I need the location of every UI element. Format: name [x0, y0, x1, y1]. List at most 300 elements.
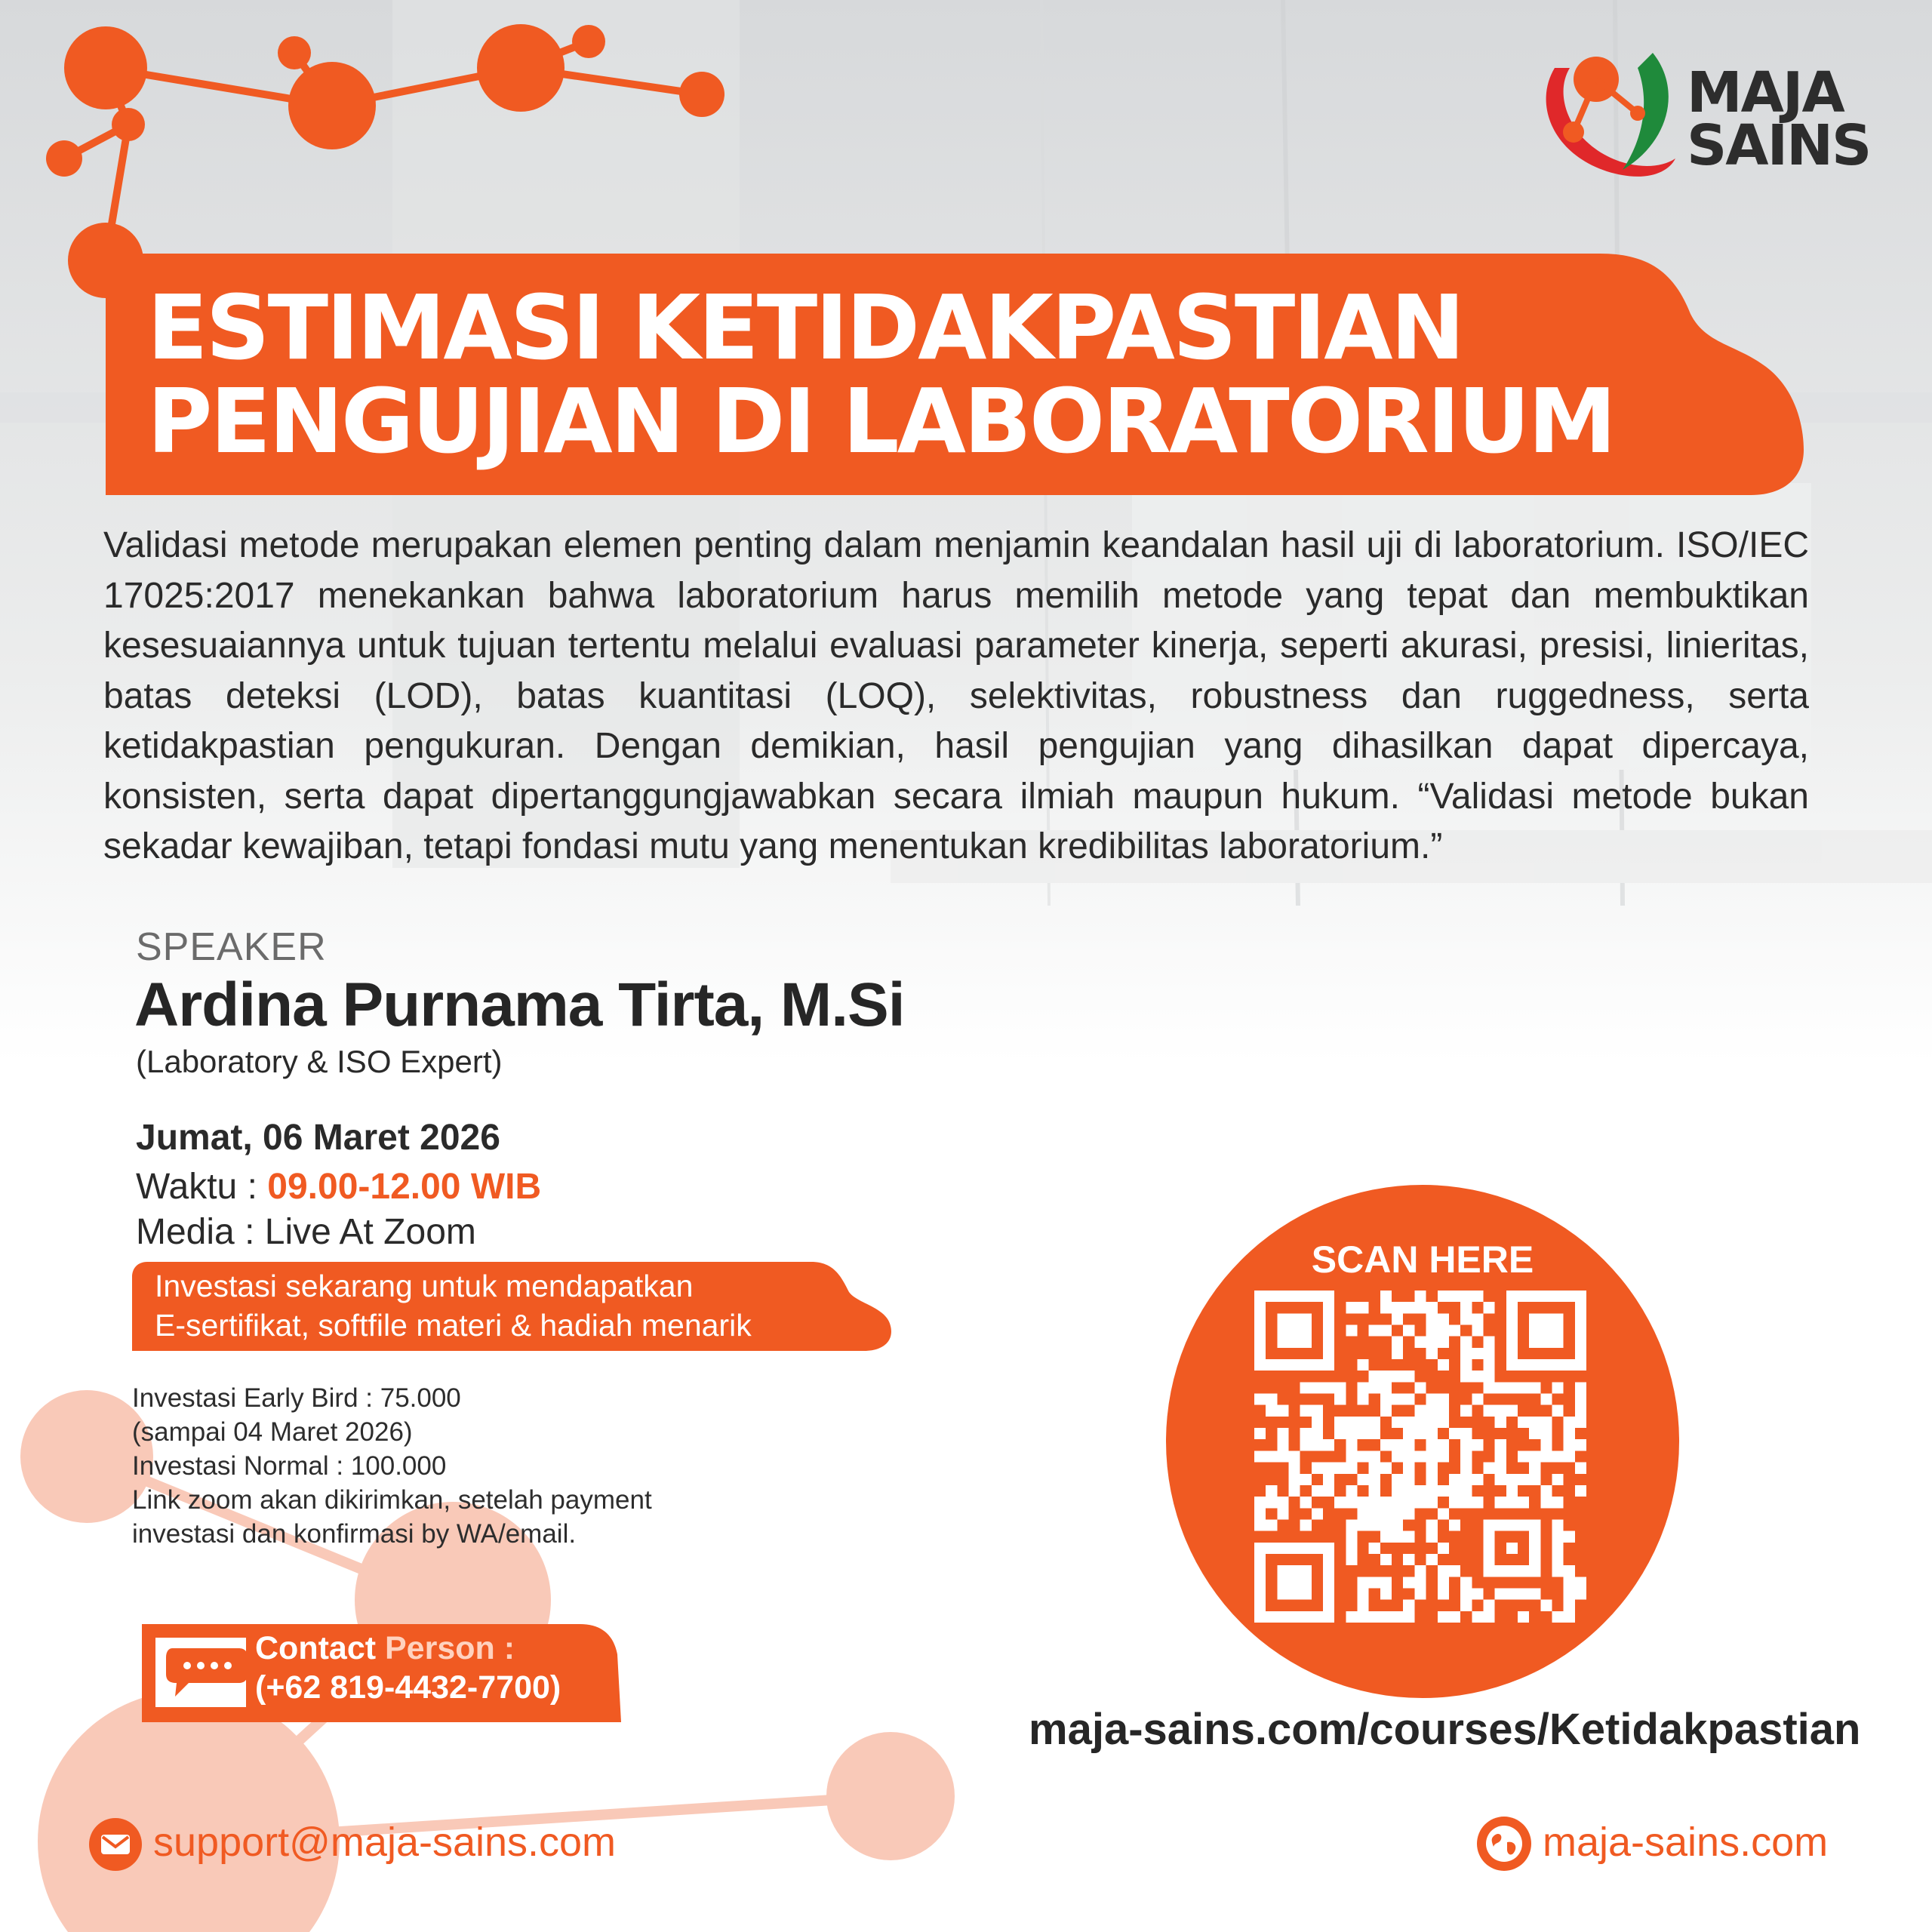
qr-module: [1414, 1577, 1426, 1588]
price-normal: Investasi Normal : 100.000: [132, 1451, 447, 1481]
qr-module: [1575, 1394, 1586, 1405]
qr-module: [1438, 1439, 1449, 1451]
qr-module: [1575, 1577, 1586, 1588]
qr-module: [1540, 1325, 1552, 1337]
qr-module: [1254, 1325, 1266, 1337]
qr-module: [1506, 1359, 1518, 1371]
qr-module: [1392, 1531, 1403, 1543]
qr-module: [1506, 1543, 1518, 1554]
qr-module: [1575, 1417, 1586, 1428]
qr-module: [1358, 1600, 1369, 1611]
qr-module: [1254, 1508, 1266, 1519]
qr-module: [1254, 1588, 1266, 1599]
qr-module: [1564, 1565, 1575, 1577]
qr-module: [1300, 1313, 1312, 1324]
qr-module: [1369, 1485, 1380, 1497]
qr-module: [1254, 1600, 1266, 1611]
qr-module: [1518, 1474, 1529, 1485]
qr-module: [1380, 1439, 1392, 1451]
qr-module: [1254, 1337, 1266, 1348]
qr-module: [1254, 1519, 1266, 1531]
qr-module: [1358, 1577, 1369, 1588]
qr-module: [1460, 1451, 1472, 1462]
qr-module: [1426, 1302, 1438, 1313]
qr-module: [1483, 1531, 1494, 1543]
qr-module: [1426, 1519, 1438, 1531]
qr-module: [1552, 1337, 1563, 1348]
qr-module: [1438, 1405, 1449, 1417]
qr-module: [1438, 1394, 1449, 1405]
qr-module: [1380, 1394, 1392, 1405]
qr-module: [1575, 1588, 1586, 1599]
qr-module: [1312, 1485, 1323, 1497]
qr-module: [1289, 1588, 1300, 1599]
qr-module: [1460, 1485, 1472, 1497]
qr-module: [1564, 1611, 1575, 1623]
qr-module: [1254, 1497, 1266, 1508]
qr-module: [1460, 1359, 1472, 1371]
qr-module: [1449, 1428, 1460, 1439]
qr-module: [1323, 1485, 1334, 1497]
qr-module: [1414, 1428, 1426, 1439]
qr-module: [1300, 1337, 1312, 1348]
qr-module: [1529, 1474, 1540, 1485]
qr-module: [1277, 1313, 1288, 1324]
qr-module: [1495, 1565, 1506, 1577]
qr-module: [1369, 1611, 1380, 1623]
qr-module: [1323, 1577, 1334, 1588]
qr-module: [1380, 1382, 1392, 1393]
qr-module: [1552, 1474, 1563, 1485]
qr-module: [1312, 1291, 1323, 1302]
atom-logo-icon: [1524, 45, 1683, 196]
qr-module: [1358, 1382, 1369, 1393]
qr-module: [1472, 1611, 1483, 1623]
qr-module: [1529, 1291, 1540, 1302]
qr-module: [1506, 1497, 1518, 1508]
speaker-role: (Laboratory & ISO Expert): [136, 1044, 503, 1079]
maja-sains-logo: [1524, 45, 1871, 196]
qr-module: [1518, 1382, 1529, 1393]
qr-module: [1346, 1302, 1357, 1313]
qr-module: [1334, 1382, 1346, 1393]
qr-module: [1277, 1337, 1288, 1348]
qr-module: [1289, 1543, 1300, 1554]
event-media: Media : Live At Zoom: [136, 1212, 476, 1252]
qr-module: [1289, 1474, 1300, 1485]
qr-module: [1266, 1543, 1277, 1554]
qr-module: [1460, 1474, 1472, 1485]
qr-module: [1552, 1519, 1563, 1531]
support-email[interactable]: support@maja-sains.com: [153, 1820, 617, 1865]
qr-module: [1380, 1554, 1392, 1565]
qr-module: [1426, 1325, 1438, 1337]
qr-module: [1358, 1519, 1369, 1531]
qr-module: [1506, 1313, 1518, 1324]
qr-module: [1495, 1417, 1506, 1428]
qr-module: [1392, 1485, 1403, 1497]
qr-module: [1449, 1291, 1460, 1302]
qr-module: [1575, 1348, 1586, 1359]
qr-module: [1358, 1394, 1369, 1405]
qr-module: [1277, 1291, 1288, 1302]
qr-module: [1334, 1428, 1346, 1439]
qr-module: [1529, 1382, 1540, 1393]
qr-module: [1495, 1474, 1506, 1485]
qr-module: [1300, 1519, 1312, 1531]
qr-module: [1449, 1519, 1460, 1531]
qr-module: [1575, 1485, 1586, 1497]
qr-module: [1369, 1474, 1380, 1485]
qr-module: [1483, 1359, 1494, 1371]
qr-module: [1438, 1543, 1449, 1554]
qr-module: [1483, 1519, 1494, 1531]
qr-module: [1495, 1497, 1506, 1508]
qr-module: [1518, 1611, 1529, 1623]
event-time-value: 09.00-12.00 WIB: [267, 1167, 542, 1207]
qr-module: [1529, 1417, 1540, 1428]
qr-module: [1403, 1463, 1414, 1474]
qr-module: [1506, 1565, 1518, 1577]
promo-line-2: E-sertifikat, softfile materi & hadiah menarik: [155, 1308, 752, 1343]
qr-module: [1506, 1337, 1518, 1348]
qr-module: [1483, 1611, 1494, 1623]
contact-phone[interactable]: (+62 819-4432-7700): [255, 1669, 561, 1706]
qr-module: [1529, 1565, 1540, 1577]
qr-module: [1346, 1451, 1357, 1462]
qr-module: [1518, 1417, 1529, 1428]
qr-module: [1300, 1588, 1312, 1599]
qr-module: [1392, 1451, 1403, 1462]
qr-module: [1323, 1302, 1334, 1313]
qr-module: [1552, 1313, 1563, 1324]
qr-module: [1483, 1565, 1494, 1577]
qr-module: [1438, 1313, 1449, 1324]
qr-module: [1403, 1474, 1414, 1485]
qr-module: [1460, 1439, 1472, 1451]
qr-module: [1392, 1302, 1403, 1313]
qr-module: [1426, 1337, 1438, 1348]
qr-module: [1540, 1428, 1552, 1439]
course-url[interactable]: maja-sains.com/courses/Ketidakpastian: [1029, 1705, 1861, 1754]
qr-module: [1529, 1554, 1540, 1565]
qr-module: [1312, 1611, 1323, 1623]
qr-module: [1346, 1325, 1357, 1337]
qr-module: [1438, 1417, 1449, 1428]
event-date: Jumat, 06 Maret 2026: [136, 1118, 500, 1158]
qr-module: [1506, 1382, 1518, 1393]
qr-module: [1483, 1405, 1494, 1417]
qr-module: [1380, 1508, 1392, 1519]
qr-module: [1414, 1302, 1426, 1313]
contact-label: [255, 1629, 561, 1668]
qr-module: [1414, 1382, 1426, 1393]
qr-module: [1529, 1313, 1540, 1324]
qr-module: [1380, 1588, 1392, 1599]
qr-module: [1380, 1577, 1392, 1588]
contact-text[interactable]: [255, 1629, 561, 1707]
qr-module: [1266, 1611, 1277, 1623]
qr-module: [1289, 1359, 1300, 1371]
qr-module: [1403, 1302, 1414, 1313]
qr-module: [1438, 1485, 1449, 1497]
qr-module: [1426, 1439, 1438, 1451]
qr-module: [1414, 1405, 1426, 1417]
qr-module: [1369, 1463, 1380, 1474]
qr-module: [1334, 1417, 1346, 1428]
qr-module: [1460, 1348, 1472, 1359]
qr-module: [1300, 1497, 1312, 1508]
qr-module: [1438, 1337, 1449, 1348]
qr-module: [1460, 1313, 1472, 1324]
qr-module: [1438, 1611, 1449, 1623]
qr-module: [1346, 1531, 1357, 1543]
qr-module: [1495, 1588, 1506, 1599]
qr-module: [1392, 1394, 1403, 1405]
qr-module: [1300, 1543, 1312, 1554]
qr-module: [1266, 1394, 1277, 1405]
qr-module: [1312, 1428, 1323, 1439]
payment-note-2: investasi dan konfirmasi by WA/email.: [132, 1519, 577, 1549]
qr-code[interactable]: [1254, 1291, 1586, 1623]
qr-module: [1289, 1313, 1300, 1324]
qr-module: [1403, 1371, 1414, 1382]
qr-module: [1575, 1325, 1586, 1337]
qr-module: [1392, 1474, 1403, 1485]
qr-module: [1369, 1577, 1380, 1588]
qr-module: [1300, 1474, 1312, 1485]
qr-module: [1518, 1588, 1529, 1599]
qr-module: [1323, 1600, 1334, 1611]
promo-line-1: Investasi sekarang untuk mendapatkan: [155, 1269, 694, 1303]
qr-module: [1564, 1428, 1575, 1439]
qr-module: [1564, 1531, 1575, 1543]
qr-module: [1346, 1497, 1357, 1508]
qr-module: [1323, 1554, 1334, 1565]
qr-module: [1312, 1543, 1323, 1554]
qr-module: [1346, 1543, 1357, 1554]
qr-module: [1254, 1543, 1266, 1554]
qr-module: [1438, 1325, 1449, 1337]
qr-module: [1552, 1325, 1563, 1337]
qr-module: [1495, 1382, 1506, 1393]
qr-module: [1369, 1325, 1380, 1337]
qr-module: [1358, 1508, 1369, 1519]
qr-module: [1426, 1485, 1438, 1497]
qr-module: [1518, 1451, 1529, 1462]
qr-module: [1552, 1531, 1563, 1543]
qr-module: [1564, 1577, 1575, 1588]
qr-module: [1403, 1325, 1414, 1337]
qr-module: [1426, 1531, 1438, 1543]
qr-module: [1358, 1428, 1369, 1439]
qr-module: [1575, 1463, 1586, 1474]
qr-module: [1460, 1577, 1472, 1588]
qr-module: [1518, 1519, 1529, 1531]
qr-module: [1392, 1508, 1403, 1519]
qr-module: [1552, 1405, 1563, 1417]
qr-module: [1552, 1451, 1563, 1462]
qr-module: [1346, 1485, 1357, 1497]
qr-module: [1564, 1417, 1575, 1428]
qr-module: [1460, 1463, 1472, 1474]
qr-module: [1483, 1302, 1494, 1313]
qr-module: [1266, 1451, 1277, 1462]
qr-module: [1552, 1543, 1563, 1554]
qr-module: [1495, 1439, 1506, 1451]
qr-module: [1403, 1451, 1414, 1462]
title-line-1: ESTIMASI KETIDAKPASTIAN: [147, 275, 1463, 380]
qr-module: [1369, 1382, 1380, 1393]
qr-module: [1552, 1611, 1563, 1623]
qr-module: [1300, 1577, 1312, 1588]
qr-module: [1312, 1463, 1323, 1474]
qr-module: [1472, 1497, 1483, 1508]
qr-module: [1403, 1577, 1414, 1588]
qr-module: [1460, 1291, 1472, 1302]
qr-module: [1277, 1497, 1288, 1508]
qr-module: [1300, 1359, 1312, 1371]
qr-module: [1403, 1439, 1414, 1451]
qr-module: [1575, 1291, 1586, 1302]
qr-module: [1426, 1463, 1438, 1474]
qr-module: [1460, 1600, 1472, 1611]
qr-module: [1403, 1497, 1414, 1508]
qr-module: [1323, 1348, 1334, 1359]
qr-module: [1334, 1394, 1346, 1405]
qr-module: [1380, 1371, 1392, 1382]
qr-module: [1323, 1463, 1334, 1474]
speaker-name: Ardina Purnama Tirta, M.Si: [134, 971, 905, 1039]
qr-module: [1254, 1359, 1266, 1371]
qr-module: [1254, 1348, 1266, 1359]
qr-module: [1529, 1325, 1540, 1337]
qr-module: [1506, 1588, 1518, 1599]
scan-here-label: SCAN HERE: [1311, 1238, 1534, 1281]
qr-module: [1540, 1600, 1552, 1611]
qr-module: [1460, 1588, 1472, 1599]
qr-module: [1300, 1382, 1312, 1393]
qr-module: [1460, 1302, 1472, 1313]
qr-module: [1426, 1417, 1438, 1428]
qr-module: [1312, 1359, 1323, 1371]
qr-module: [1449, 1325, 1460, 1337]
qr-module: [1358, 1359, 1369, 1371]
speaker-label: SPEAKER: [136, 925, 327, 969]
qr-module: [1369, 1543, 1380, 1554]
qr-module: [1266, 1485, 1277, 1497]
qr-module: [1392, 1417, 1403, 1428]
qr-module: [1495, 1405, 1506, 1417]
qr-module: [1564, 1439, 1575, 1451]
qr-module: [1414, 1417, 1426, 1428]
qr-module: [1529, 1543, 1540, 1554]
qr-module: [1403, 1508, 1414, 1519]
qr-module: [1506, 1348, 1518, 1359]
qr-module: [1346, 1519, 1357, 1531]
qr-module: [1277, 1565, 1288, 1577]
qr-module: [1529, 1588, 1540, 1599]
qr-module: [1277, 1428, 1288, 1439]
qr-module: [1564, 1291, 1575, 1302]
qr-module: [1300, 1405, 1312, 1417]
qr-module: [1483, 1543, 1494, 1554]
qr-module: [1426, 1348, 1438, 1359]
qr-module: [1540, 1313, 1552, 1324]
qr-module: [1552, 1291, 1563, 1302]
website-url[interactable]: maja-sains.com: [1543, 1820, 1829, 1865]
qr-module: [1254, 1554, 1266, 1565]
qr-module: [1540, 1439, 1552, 1451]
qr-module: [1438, 1588, 1449, 1599]
qr-module: [1403, 1394, 1414, 1405]
qr-module: [1289, 1485, 1300, 1497]
qr-module: [1529, 1337, 1540, 1348]
qr-module: [1277, 1508, 1288, 1519]
qr-module: [1312, 1508, 1323, 1519]
event-time-label: Waktu :: [136, 1167, 268, 1207]
qr-module: [1369, 1497, 1380, 1508]
qr-module: [1254, 1611, 1266, 1623]
qr-module: [1483, 1337, 1494, 1348]
qr-module: [1564, 1451, 1575, 1462]
qr-module: [1529, 1451, 1540, 1462]
qr-module: [1277, 1439, 1288, 1451]
qr-module: [1506, 1325, 1518, 1337]
qr-module: [1460, 1428, 1472, 1439]
qr-module: [1472, 1394, 1483, 1405]
qr-module: [1277, 1451, 1288, 1462]
qr-module: [1358, 1417, 1369, 1428]
qr-module: [1472, 1325, 1483, 1337]
qr-module: [1495, 1463, 1506, 1474]
qr-module: [1254, 1313, 1266, 1324]
qr-module: [1266, 1519, 1277, 1531]
qr-module: [1289, 1291, 1300, 1302]
qr-module: [1540, 1291, 1552, 1302]
qr-module: [1438, 1359, 1449, 1371]
qr-module: [1472, 1291, 1483, 1302]
qr-module: [1323, 1588, 1334, 1599]
qr-module: [1472, 1588, 1483, 1599]
qr-module: [1483, 1554, 1494, 1565]
qr-module: [1483, 1348, 1494, 1359]
qr-module: [1540, 1451, 1552, 1462]
qr-module: [1358, 1474, 1369, 1485]
logo-text-maja: MAJA: [1687, 60, 1844, 125]
qr-module: [1540, 1485, 1552, 1497]
qr-module: [1289, 1463, 1300, 1474]
qr-module: [1380, 1405, 1392, 1417]
qr-module: [1529, 1531, 1540, 1543]
qr-module: [1346, 1428, 1357, 1439]
qr-module: [1358, 1302, 1369, 1313]
qr-module: [1483, 1371, 1494, 1382]
qr-module: [1506, 1302, 1518, 1313]
qr-module: [1358, 1611, 1369, 1623]
qr-module: [1403, 1600, 1414, 1611]
qr-module: [1323, 1611, 1334, 1623]
qr-module: [1300, 1325, 1312, 1337]
qr-module: [1277, 1325, 1288, 1337]
qr-module: [1312, 1417, 1323, 1428]
qr-module: [1506, 1474, 1518, 1485]
qr-module: [1483, 1600, 1494, 1611]
qr-module: [1506, 1405, 1518, 1417]
qr-module: [1426, 1474, 1438, 1485]
qr-module: [1289, 1565, 1300, 1577]
qr-module: [1403, 1554, 1414, 1565]
